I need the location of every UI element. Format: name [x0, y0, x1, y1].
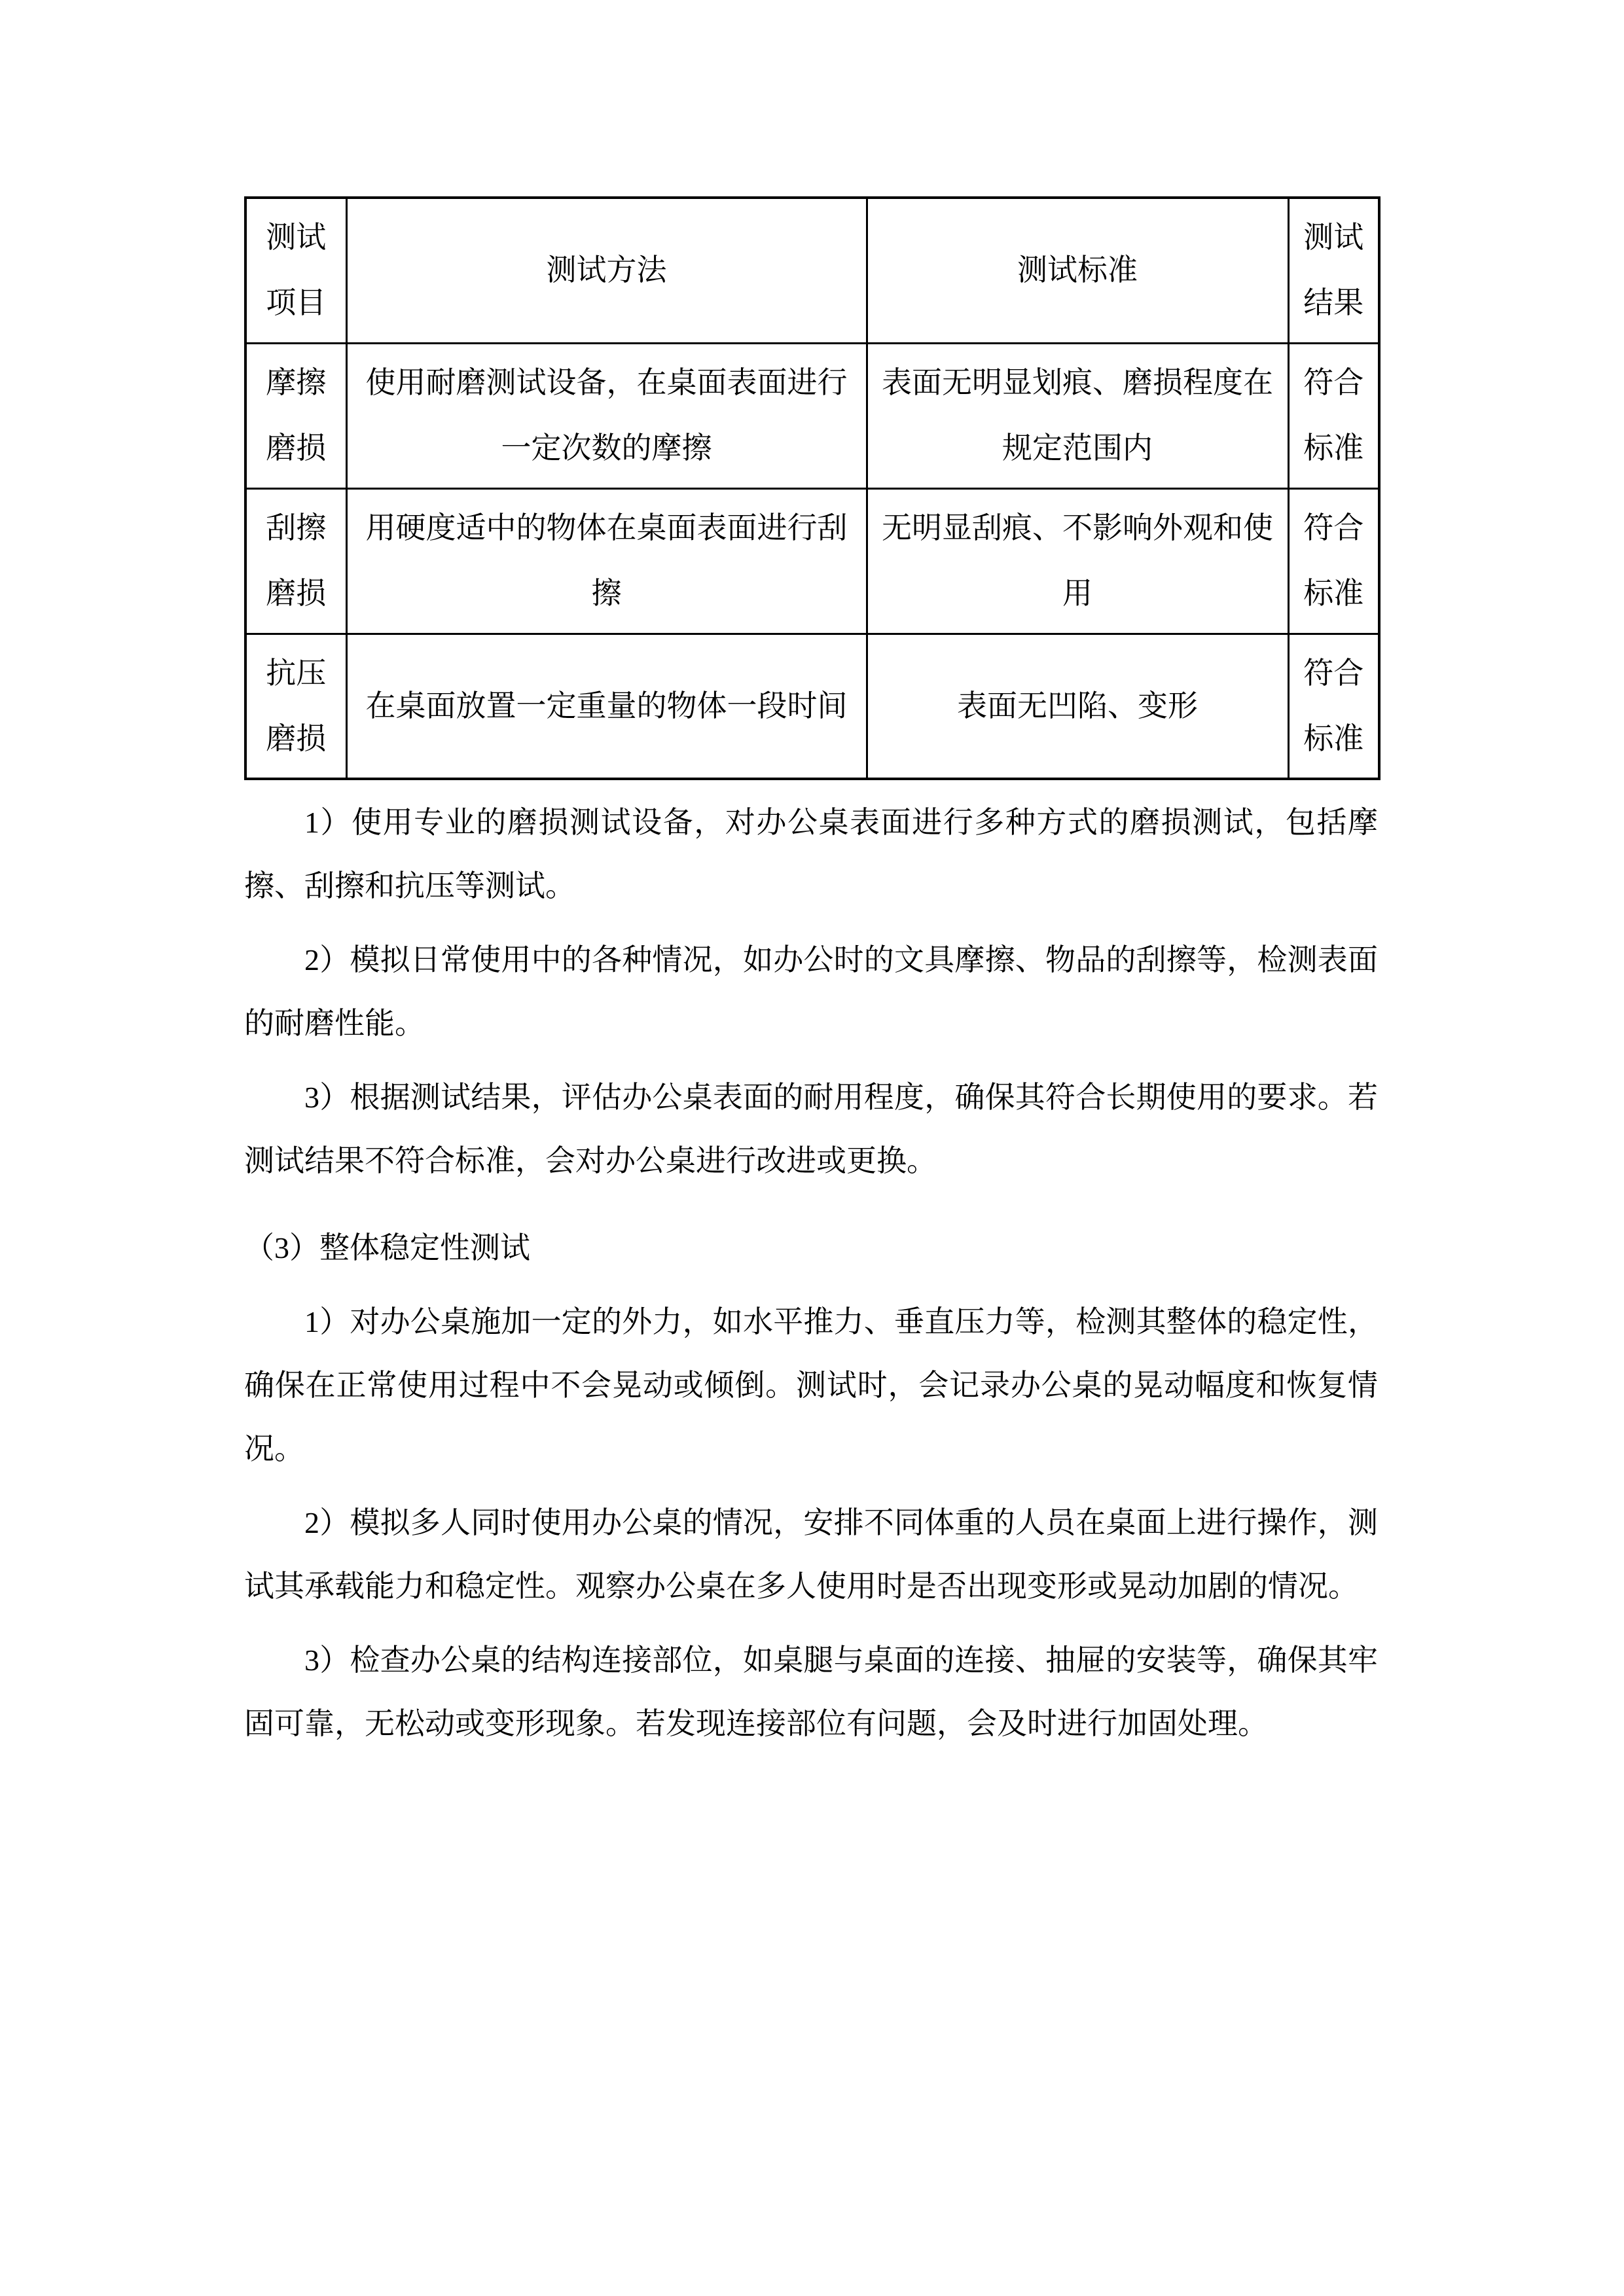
cell-method: 在桌面放置一定重量的物体一段时间: [346, 634, 867, 779]
document-content: [244, 196, 1378, 1766]
body-text: [244, 791, 1378, 1755]
section-heading-stability-test: （3）整体稳定性测试: [244, 1231, 530, 1265]
header-test-result: 测试结果: [1288, 198, 1379, 343]
cell-item: 刮擦磨损: [245, 488, 346, 634]
table-row-compression-wear: [245, 634, 1379, 779]
paragraph-stability-test-1: 1）对办公桌施加一定的外力，如水平推力、垂直压力等，检测其整体的稳定性，确保在正常使用过程中不会晃动或倾倒。测试时，会记录办公桌的晃动幅度和恢复情况。: [244, 1305, 1378, 1465]
cell-standard: 表面无凹陷、变形: [867, 634, 1288, 779]
cell-item: 摩擦磨损: [245, 343, 346, 488]
paragraph-wear-test-1: 1）使用专业的磨损测试设备，对办公桌表面进行多种方式的磨损测试，包括摩擦、刮擦和抗压等测试。: [244, 806, 1378, 903]
paragraph-wear-test-3: 3）根据测试结果，评估办公桌表面的耐用程度，确保其符合长期使用的要求。若测试结果不符合标准，会对办公桌进行改进或更换。: [244, 1081, 1378, 1177]
cell-result: 符合标准: [1288, 634, 1379, 779]
table-row-friction-wear: [245, 343, 1379, 488]
paragraph-stability-test-3: 3）检查办公桌的结构连接部位，如桌腿与桌面的连接、抽屉的安装等，确保其牢固可靠，无松动或变形现象。若发现连接部位有问题，会及时进行加固处理。: [244, 1643, 1378, 1740]
table-row-scratch-wear: [245, 488, 1379, 634]
paragraph-wear-test-2: 2）模拟日常使用中的各种情况，如办公时的文具摩擦、物品的刮擦等，检测表面的耐磨性能。: [244, 943, 1378, 1040]
cell-standard: 无明显刮痕、不影响外观和使用: [867, 488, 1288, 634]
table-header-row: [245, 198, 1379, 343]
cell-method: 使用耐磨测试设备，在桌面表面进行一定次数的摩擦: [346, 343, 867, 488]
wear-test-results-table: [244, 196, 1380, 780]
cell-result: 符合标准: [1288, 343, 1379, 488]
cell-method: 用硬度适中的物体在桌面表面进行刮擦: [346, 488, 867, 634]
cell-item: 抗压磨损: [245, 634, 346, 779]
header-test-standard: 测试标准: [867, 198, 1288, 343]
header-test-method: 测试方法: [346, 198, 867, 343]
paragraph-stability-test-2: 2）模拟多人同时使用办公桌的情况，安排不同体重的人员在桌面上进行操作，测试其承载能力和稳定性。观察办公桌在多人使用时是否出现变形或晃动加剧的情况。: [244, 1506, 1378, 1603]
cell-standard: 表面无明显划痕、磨损程度在规定范围内: [867, 343, 1288, 488]
cell-result: 符合标准: [1288, 488, 1379, 634]
header-test-item: 测试项目: [245, 198, 346, 343]
